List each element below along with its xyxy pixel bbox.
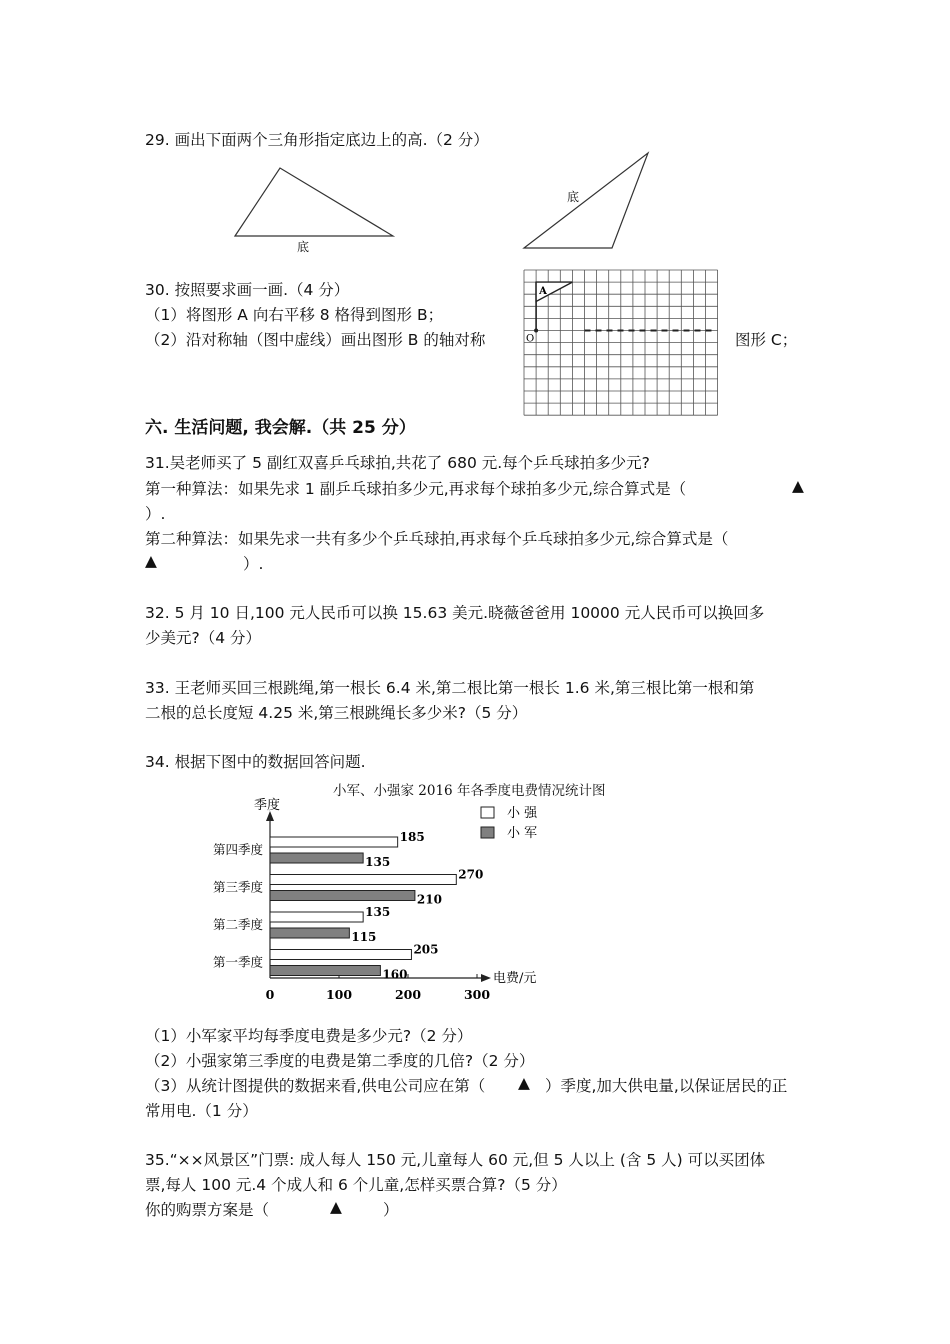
q34-sub3-line2: 常用电.（1 分） (145, 1102, 258, 1120)
bar-value-label: 270 (458, 867, 484, 882)
q35-line3-a: 你的购票方案是（ (145, 1201, 270, 1219)
origin-point (534, 329, 538, 333)
legend-label: 小 军 (507, 826, 538, 841)
q29-text: 29. 画出下面两个三角形指定底边上的高.（2 分） (145, 131, 489, 149)
legend-swatch (481, 807, 494, 818)
section-6-title: 六. 生活问题, 我会解.（共 25 分） (145, 418, 416, 438)
origin-label: O (526, 333, 535, 345)
bar-xiaoqiang (270, 837, 398, 847)
shape-a-label: A (539, 286, 547, 298)
q32-line1: 32. 5 月 10 日,100 元人民币可以换 15.63 美元.晓薇爸爸用 10000 元人民币可以换回多 (145, 604, 765, 622)
chart-title: 小军、小强家 2016 年各季度电费情况统计图 (333, 783, 606, 799)
triangle-1-base-label: 底 (297, 240, 310, 254)
bar-value-label: 115 (351, 930, 377, 944)
q30-item2: （2）沿对称轴（图中虚线）画出图形 B 的轴对称 (145, 331, 486, 349)
q32-line2: 少美元?（4 分） (145, 629, 262, 647)
x-tick-label: 100 (325, 987, 353, 1002)
bar-value-label: 160 (382, 967, 408, 982)
triangle-2-base-label: 底 (567, 190, 580, 204)
q34-text: 34. 根据下图中的数据回答问题. (145, 753, 366, 771)
bar-xiaojun (270, 928, 349, 938)
q31-method2-mark: ▲ (145, 552, 157, 570)
q31-method1-mark: ▲ (792, 477, 804, 495)
q35-line2: 票,每人 100 元.4 个成人和 6 个儿童,怎样买票合算?（5 分） (145, 1176, 567, 1194)
x-tick-label: 200 (394, 987, 422, 1002)
q35-line1: 35.“××风景区”门票: 成人每人 150 元,儿童每人 60 元,但 5 人以上 (含 5 人) 可以买团体 (145, 1151, 766, 1169)
category-label: 第二季度 (212, 917, 263, 932)
q30-item1: （1）将图形 A 向右平移 8 格得到图形 B； (145, 306, 444, 324)
q34-sub2: （2）小强家第三季度的电费是第二季度的几倍?（2 分） (145, 1052, 535, 1070)
bar-chart (195, 795, 575, 1005)
q31-method2: 第二种算法：如果先求一共有多少个乒乓球拍,再求每个乒乓球拍多少元,综合算式是（ (145, 530, 729, 548)
category-label: 第四季度 (212, 842, 263, 857)
x-tick-label: 300 (463, 987, 491, 1002)
q33-line1: 33. 王老师买回三根跳绳,第一根长 6.4 米,第二根比第一根长 1.6 米,第三根比第一根和第 (145, 679, 755, 697)
x-tick-label: 0 (265, 987, 275, 1002)
bar-value-label: 205 (413, 942, 439, 957)
q31-method1: 第一种算法：如果先求 1 副乒乓球拍多少元,再求每个球拍多少元,综合算式是（ (145, 480, 687, 498)
triangle-1 (225, 160, 405, 255)
q35-line3-mark: ▲ (330, 1198, 342, 1216)
triangle-2 (515, 148, 660, 253)
y-axis-label: 季度 (254, 798, 281, 813)
legend-label: 小 强 (507, 806, 538, 821)
category-label: 第一季度 (212, 954, 263, 970)
bar-xiaojun (270, 891, 415, 901)
q34-sub3-mark: ▲ (518, 1074, 530, 1092)
bar-xiaoqiang (270, 875, 456, 885)
bar-xiaojun (270, 853, 363, 863)
q34-sub3-b: ）季度,加大供电量,以保证居民的正 (545, 1077, 788, 1095)
grid-figure (520, 266, 720, 418)
legend-swatch (481, 827, 494, 838)
q31-method1-end: ）. (145, 505, 166, 523)
bar-xiaoqiang (270, 912, 363, 922)
bar-value-label: 135 (365, 905, 391, 919)
category-label: 第三季度 (212, 879, 263, 895)
q30-item2-tail: 图形 C； (735, 331, 798, 349)
q30-text: 30. 按照要求画一画.（4 分） (145, 281, 350, 299)
bar-value-label: 210 (416, 892, 442, 907)
q34-sub3-a: （3）从统计图提供的数据来看,供电公司应在第（ (145, 1077, 486, 1095)
x-axis-arrow (481, 974, 491, 982)
bar-xiaoqiang (270, 950, 411, 960)
q31-text: 31.吴老师买了 5 副红双喜乒乓球拍,共花了 680 元.每个乒乓球拍多少元? (145, 454, 650, 472)
q33-line2: 二根的总长度短 4.25 米,第三根跳绳长多少米?（5 分） (145, 704, 528, 722)
bar-value-label: 185 (399, 830, 425, 844)
q35-line3-b: ） (383, 1201, 399, 1219)
x-axis-label: 电费/元 (493, 971, 537, 986)
bar-value-label: 135 (365, 855, 391, 869)
bar-xiaojun (270, 966, 380, 976)
q31-method2-end: ）. (243, 555, 264, 573)
q34-sub1: （1）小军家平均每季度电费是多少元?（2 分） (145, 1027, 473, 1045)
